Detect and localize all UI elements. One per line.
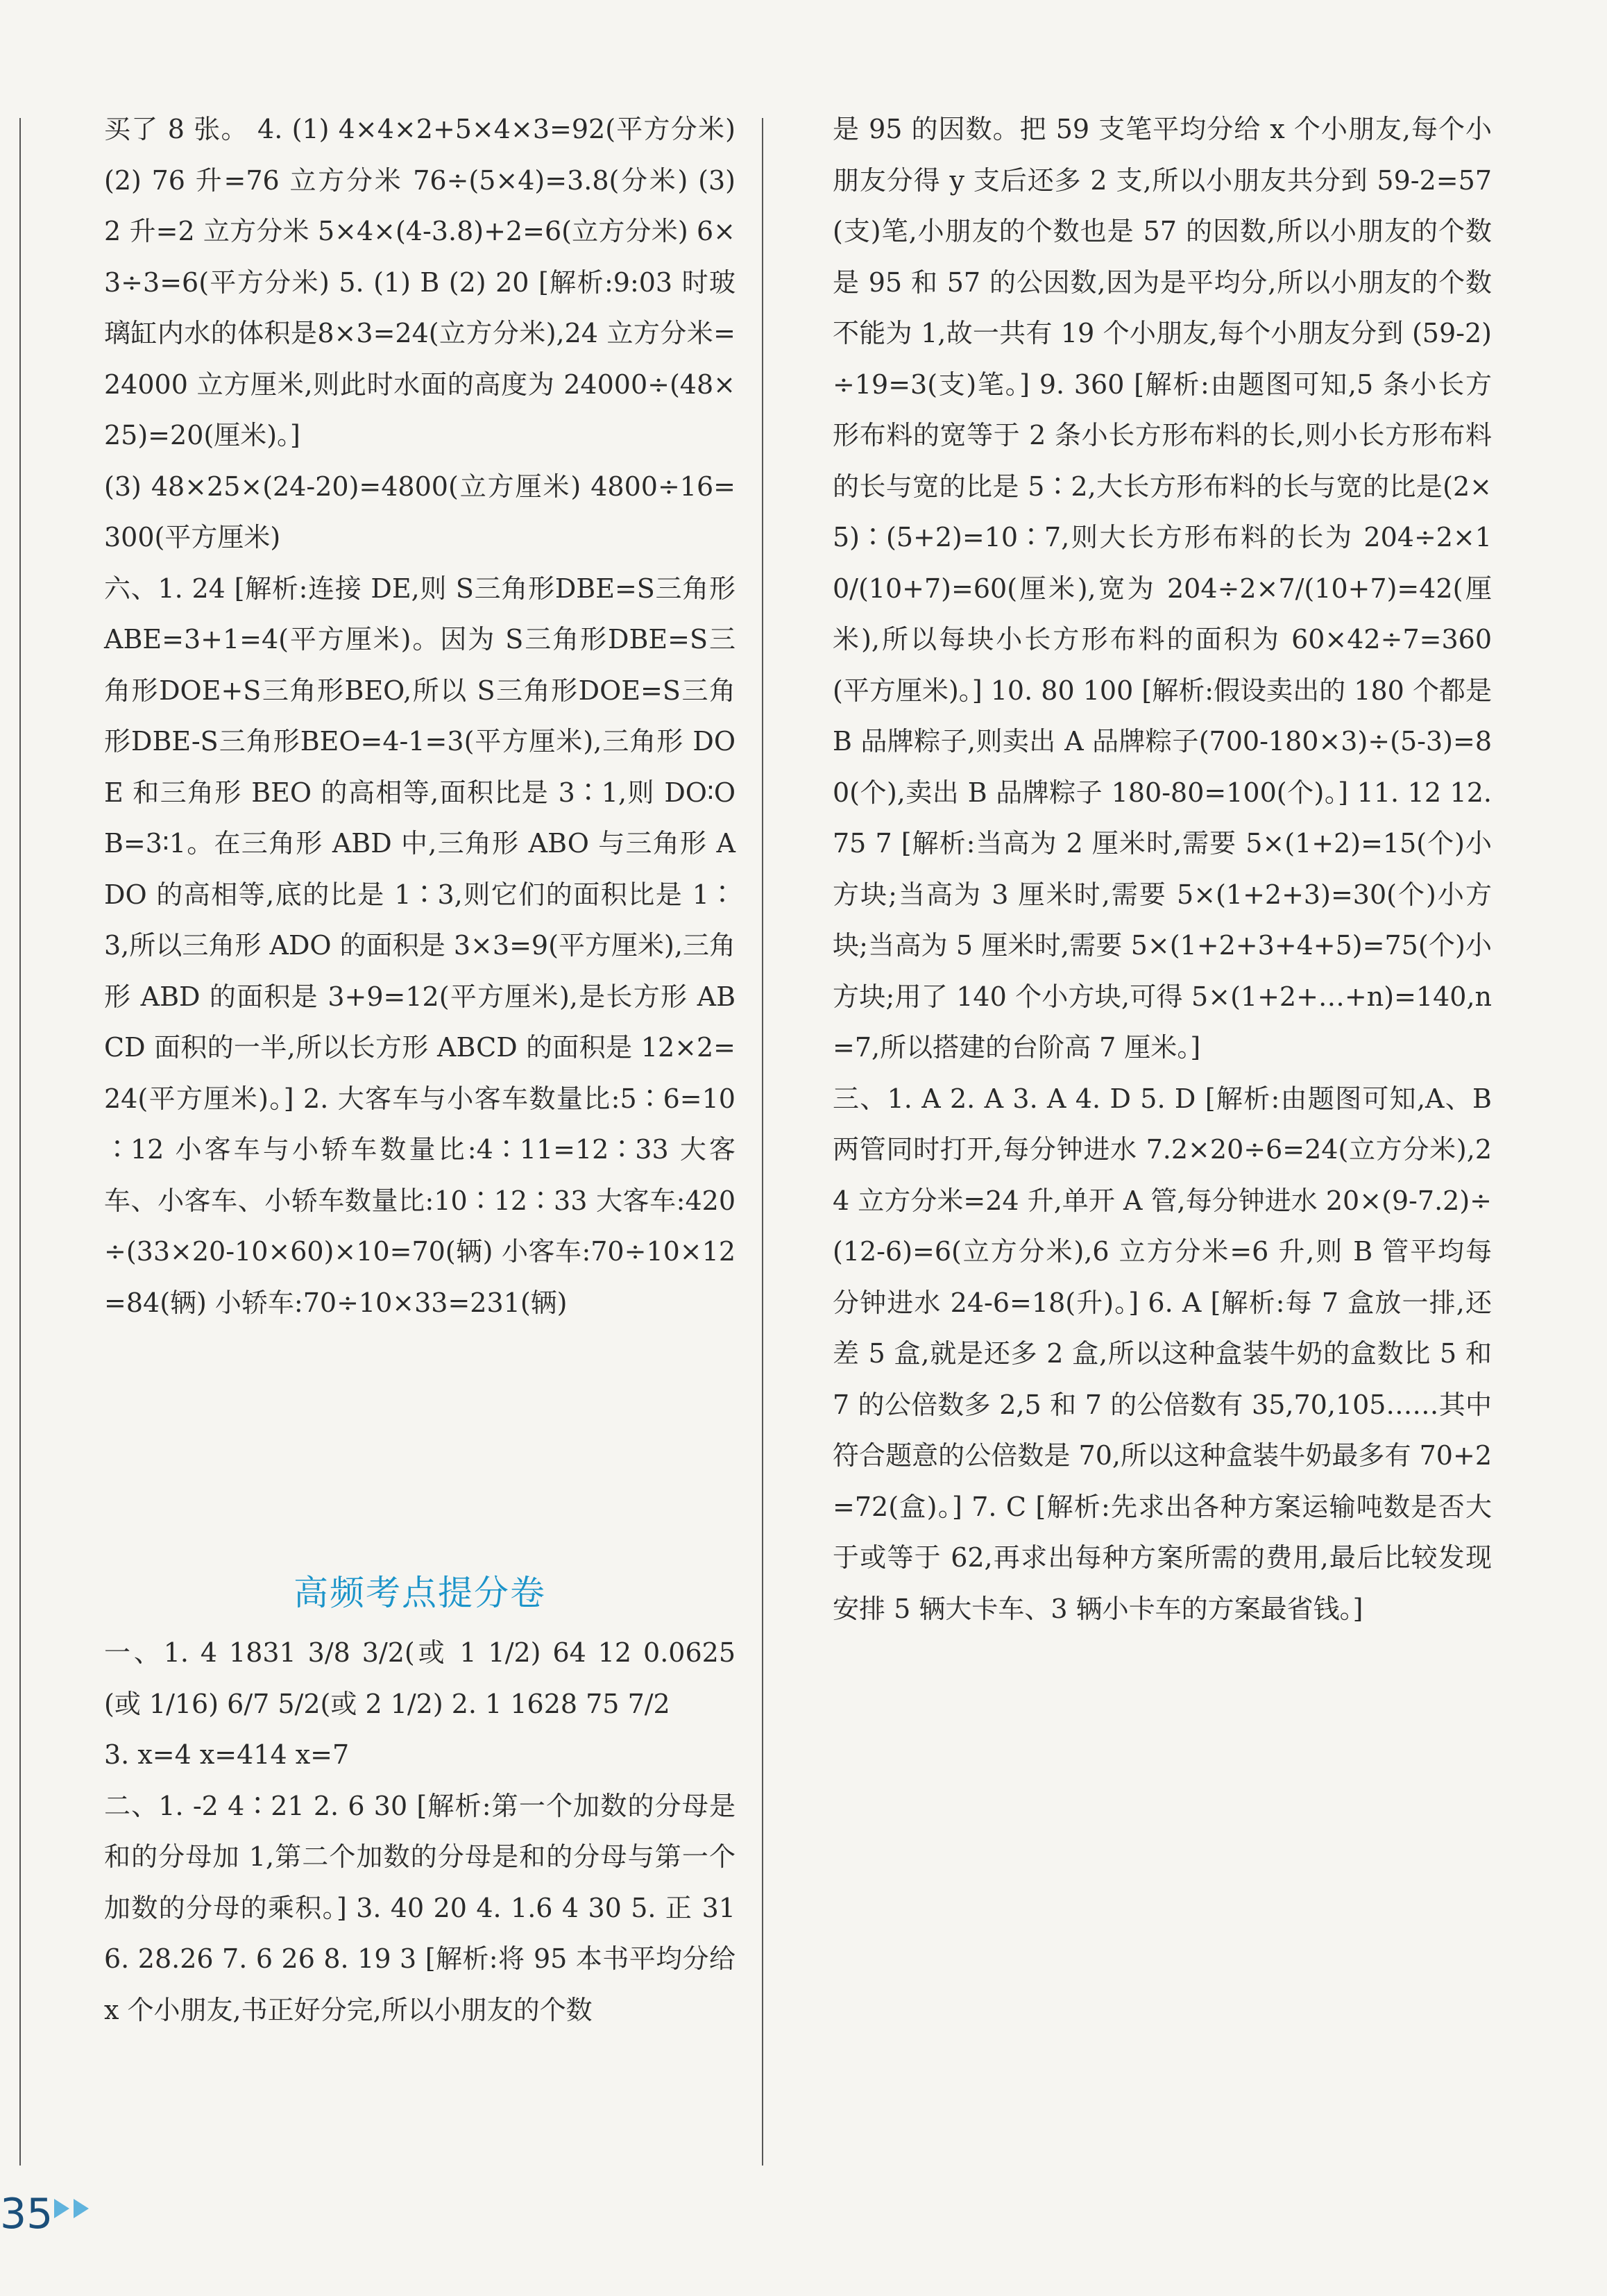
page-arrow-icons <box>54 2199 93 2221</box>
right-column <box>833 104 1492 1635</box>
left-margin-rule <box>19 118 21 2166</box>
answer-block-two: 二、1. -2 4∶21 2. 6 30 [解析:第一个加数的分母是和的分母加 1,第二个加数的分母是和的分母与第一个加数的分母的乘积。] 3. 40 20 4. 1.6 4 30 5. 正 31 6. 28.26 7. 6 26 8. 19 3 [解析:将 95 本书平均分给 x 个小朋友,书正好分完,所以小朋友的个数 <box>104 1790 736 2025</box>
left-column-lower <box>104 1628 736 2036</box>
column-divider <box>762 118 763 2166</box>
answer-block-three: 三、1. A 2. A 3. A 4. D 5. D [解析:由题图可知,A、B 两管同时打开,每分钟进水 7.2×20÷6=24(立方分米),24 立方分米=24 升,单开 A 管,每分钟进水 20×(9-7.2)÷(12-6)=6(立方分米),6 立方分米=6 升,则 B 管平均每分钟进水 24-6=18(升)。] 6. A [解析:每 7 盒放一排,还差 5 盒,就是还多 2 盒,所以这种盒装牛奶的盒数比 5 和 7 的公倍数多 2,5 和 7 的公倍数有 35,70,105……其中符合题意的公倍数是 70,所以这种盒装牛奶最多有 70+2=72(盒)。] 7. C [解析:先求出各种方案运输吨数是否大于或等于 62,再求出每种方案所需的费用,最后比较发现安排 5 辆大卡车、3 辆小卡车的方案最省钱。] <box>833 1083 1492 1624</box>
answer-block-five-3: (3) 48×25×(24-20)=4800(立方厘米) 4800÷16=300(平方厘米) <box>104 471 736 552</box>
answer-block-six: 六、1. 24 [解析:连接 DE,则 S三角形DBE=S三角形ABE=3+1=4(平方厘米)。因为 S三角形DBE=S三角形DOE+S三角形BEO,所以 S三角形DOE=S三角形DBE-S三角形BEO=4-1=3(平方厘米),三角形 DOE 和三角形 BEO 的高相等,面积比是 3∶1,则 DO∶OB=3∶1。在三角形 ABD 中,三角形 ABO 与三角形 ADO 的高相等,底的比是 1∶3,则它们的面积比是 1∶3,所以三角形 ADO 的面积是 3×3=9(平方厘米),三角形 ABD 的面积是 3+9=12(平方厘米),是长方形 ABCD 面积的一半,所以长方形 ABCD 的面积是 12×2=24(平方厘米)。] 2. 大客车与小客车数量比:5∶6=10∶12 小客车与小轿车数量比:4∶11=12∶33 大客车、小客车、小轿车数量比:10∶12∶33 大客车:420÷(33×20-10×60)×10=70(辆) 小客车:70÷10×12=84(辆) 小轿车:70÷10×33=231(辆) <box>104 573 736 1318</box>
answer-block-two-cont: 是 95 的因数。把 59 支笔平均分给 x 个小朋友,每个小朋友分得 y 支后还多 2 支,所以小朋友共分到 59-2=57(支)笔,小朋友的个数也是 57 的因数,所以小朋友的个数是 95 和 57 的公因数,因为是平均分,所以小朋友的个数不能为 1,故一共有 19 个小朋友,每个小朋友分到 (59-2)÷19=3(支)笔。] 9. 360 [解析:由题图可知,5 条小长方形布料的宽等于 2 条小长方形布料的长,则小长方形布料的长与宽的比是 5∶2,大长方形布料的长与宽的比是(2×5)∶(5+2)=10∶7,则大长方形布料的长为 204÷2×10/(10+7)=60(厘米),宽为 204÷2×7/(10+7)=42(厘米),所以每块小长方形布料的面积为 60×42÷7=360(平方厘米)。] 10. 80 100 [解析:假设卖出的 180 个都是 B 品牌粽子,则卖出 A 品牌粽子(700-180×3)÷(5-3)=80(个),卖出 B 品牌粽子 180-80=100(个)。] 11. 12 12. 75 7 [解析:当高为 2 厘米时,需要 5×(1+2)=15(个)小方块;当高为 3 厘米时,需要 5×(1+2+3)=30(个)小方块;当高为 5 厘米时,需要 5×(1+2+3+4+5)=75(个)小方块;用了 140 个小方块,可得 5×(1+2+…+n)=140,n=7,所以搭建的台阶高 7 厘米。] <box>833 114 1492 1063</box>
answer-block-five: 买了 8 张。 4. (1) 4×4×2+5×4×3=92(平方分米) (2) 76 升=76 立方分米 76÷(5×4)=3.8(分米) (3) 2 升=2 立方分米 5×4×(4-3.8)+2=6(立方分米) 6×3÷3=6(平方分米) 5. (1) B (2) 20 [解析:9:03 时玻璃缸内水的体积是8×3=24(立方分米),24 立方分米=24000 立方厘米,则此时水面的高度为 24000÷(48×25)=20(厘米)。] <box>104 114 736 450</box>
page-number: 35 <box>0 2190 53 2238</box>
left-column <box>104 104 736 1328</box>
arrow-right-icon <box>74 2199 89 2218</box>
arrow-right-icon <box>54 2199 69 2218</box>
section-title: 高频考点提分卷 <box>294 1573 546 1613</box>
answer-block-one: 一、1. 4 1831 3/8 3/2(或 1 1/2) 64 12 0.0625 (或 1/16) 6/7 5/2(或 2 1/2) 2. 1 1628 75 7/2 <box>104 1637 736 1719</box>
answer-block-one-3: 3. x=4 x=414 x=7 <box>104 1739 350 1770</box>
